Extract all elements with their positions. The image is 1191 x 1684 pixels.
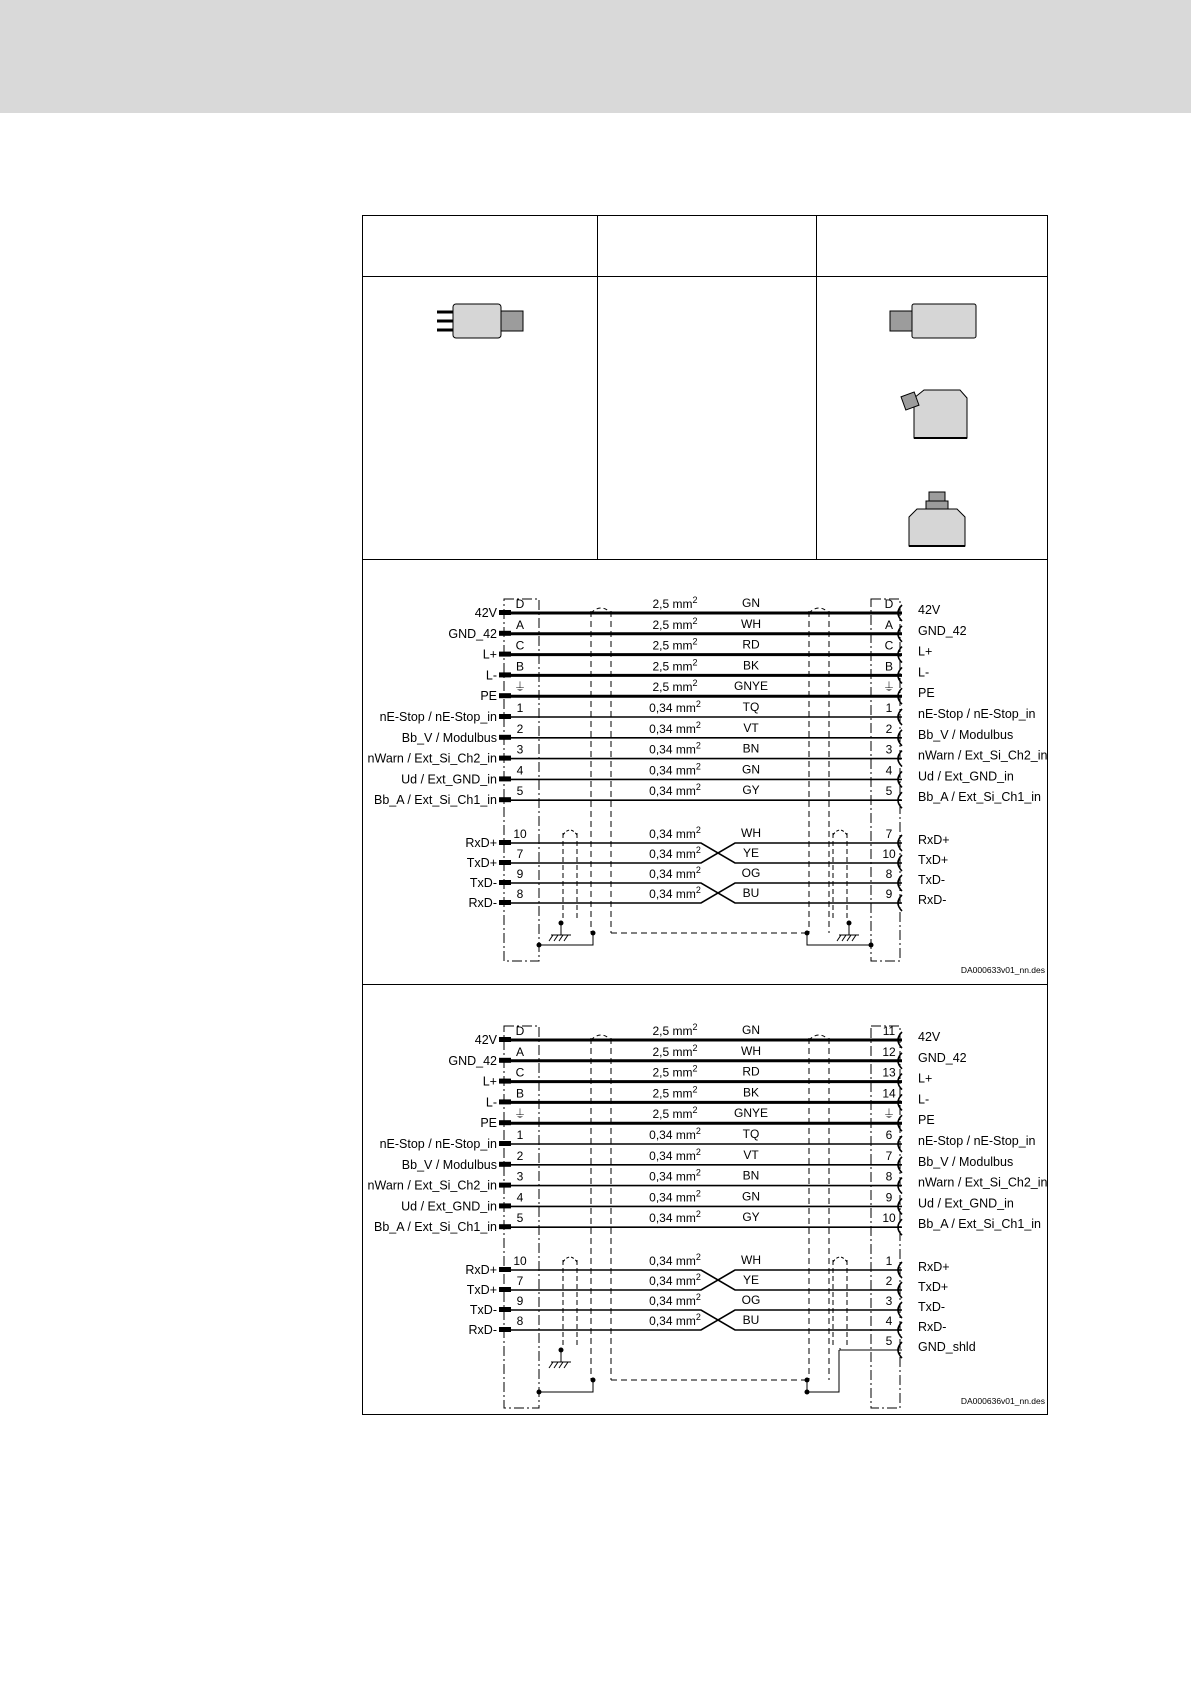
wire-cross-section: 0,34 $mm^2$ <box>649 1209 701 1226</box>
left-pin-label: 2 <box>516 1148 524 1163</box>
right-pin-label: A <box>884 617 894 632</box>
wire-cross-section: 2,5 $mm^2$ <box>652 1022 698 1038</box>
wire-color-code: BU <box>742 886 760 900</box>
superscript: 2 <box>692 1042 698 1053</box>
wire-color-code: GN <box>742 762 760 777</box>
wire-color-code: TQ <box>742 1127 760 1141</box>
wire-color-code: GN <box>742 1023 760 1037</box>
right-signal-label: RxD+ <box>918 1260 950 1274</box>
right-signal-label: GND_42 <box>918 623 967 638</box>
left-pin-label: 10 <box>513 1254 527 1268</box>
left-signal-label: L+ <box>482 647 497 662</box>
superscript: 2 <box>695 761 701 772</box>
ground-symbol-hatch <box>554 1362 558 1368</box>
right-signal-label: Bb_A / Ext_Si_Ch1_in <box>918 1217 1041 1232</box>
left-signal-label: 42V <box>474 606 497 620</box>
left-signal-label: TxD+ <box>466 1283 497 1297</box>
superscript: 2 <box>692 595 698 605</box>
superscript: 2 <box>695 865 701 875</box>
superscript: 2 <box>695 1312 701 1322</box>
superscript: 2 <box>695 1292 701 1302</box>
left-signal-label: TxD- <box>469 1303 497 1317</box>
right-pin-label: 5 <box>885 1334 893 1348</box>
wire-cross-section: 0,34 $mm^2$ <box>649 740 701 757</box>
wire-cross-section: 0,34 $mm^2$ <box>649 1252 701 1268</box>
left-signal-label: PE <box>480 689 497 704</box>
right-signal-label: nWarn / Ext_Si_Ch2_in <box>918 748 1048 763</box>
wire-color-code: GN <box>742 1189 760 1204</box>
right-pin-label: 7 <box>885 1148 893 1163</box>
left-pin-label: C <box>515 1065 525 1080</box>
right-signal-label: nWarn / Ext_Si_Ch2_in <box>918 1175 1048 1190</box>
superscript: 2 <box>695 1146 701 1157</box>
left-signal-label: L- <box>485 1095 497 1110</box>
right-pin-label: C <box>884 638 894 653</box>
right-pin-label: 6 <box>885 1128 893 1142</box>
right-pin-label: ⏚ <box>882 680 896 695</box>
right-connector-straight-icon <box>890 304 976 338</box>
right-signal-label: PE <box>918 1113 935 1128</box>
wire-color-code: TQ <box>742 700 760 714</box>
left-pin-label: A <box>515 1044 525 1059</box>
diagram-reference-id: DA000633v01_nn.des <box>960 965 1045 975</box>
wiring-diagram-1 <box>363 585 1049 983</box>
left-signal-label: RxD+ <box>465 1263 497 1277</box>
left-signal-label: RxD+ <box>465 836 497 850</box>
wire-color-code: BN <box>742 1168 760 1183</box>
wire-cross-section: 0,34 $mm^2$ <box>649 699 701 715</box>
superscript: 2 <box>692 1063 698 1074</box>
right-signal-label: L+ <box>918 644 933 659</box>
left-signal-label: RxD- <box>468 1323 497 1337</box>
right-connector-top-icon <box>909 492 965 546</box>
ground-symbol-hatch <box>842 935 846 941</box>
left-signal-label: nE-Stop / nE-Stop_in <box>379 1137 497 1151</box>
left-pin-label: 7 <box>516 1274 524 1288</box>
pair-shield-arc <box>833 830 847 835</box>
ground-symbol-hatch <box>852 935 856 941</box>
wire-color-code: GNYE <box>733 679 769 694</box>
left-pin-label: 2 <box>516 721 524 736</box>
superscript: 2 <box>695 1188 701 1199</box>
wire-color-code: YE <box>742 1273 760 1287</box>
ground-symbol-hatch <box>559 935 563 941</box>
left-pin-label: 1 <box>516 701 524 715</box>
left-signal-label: Ud / Ext_GND_in <box>401 772 497 787</box>
superscript: 2 <box>695 740 701 751</box>
wire-cross-section: 0,34 $mm^2$ <box>649 885 701 901</box>
left-signal-label: Ud / Ext_GND_in <box>401 1199 497 1214</box>
right-pin-label: 2 <box>885 1274 893 1288</box>
left-pin-label: 5 <box>516 784 524 799</box>
left-signal-label: 42V <box>474 1033 497 1047</box>
left-signal-label: L+ <box>482 1074 497 1089</box>
right-pin-label: 14 <box>882 1086 896 1101</box>
right-pin-label: ⏚ <box>882 1107 896 1122</box>
wire-color-code: BK <box>742 1085 760 1100</box>
wire-cross-section: 0,34 $mm^2$ <box>649 782 701 799</box>
wire-color-code: GNYE <box>733 1106 769 1121</box>
left-signal-label: PE <box>480 1116 497 1131</box>
wire-cross-section: 2,5 $mm^2$ <box>652 1063 698 1080</box>
left-connector-icon <box>437 304 523 338</box>
left-signal-label: Bb_V / Modulbus <box>401 730 497 745</box>
wire-cross-section: 0,34 $mm^2$ <box>649 1312 701 1328</box>
left-pin-label: 10 <box>513 827 527 841</box>
left-signal-label: GND_42 <box>448 626 497 641</box>
shield-drain-wire <box>807 1350 839 1392</box>
right-pin-label: 8 <box>885 1169 893 1184</box>
left-pin-label: 8 <box>516 887 524 901</box>
right-connector-angled-icon <box>901 390 967 438</box>
right-signal-label: GND_42 <box>918 1050 967 1065</box>
right-pin-label: B <box>884 659 894 674</box>
left-pin-label: A <box>515 617 525 632</box>
superscript: 2 <box>692 636 698 647</box>
wire-cross-section: 2,5 $mm^2$ <box>652 1042 698 1059</box>
right-signal-label: 42V <box>918 603 941 617</box>
superscript: 2 <box>692 678 698 689</box>
wire-color-code: WH <box>741 1043 761 1058</box>
right-signal-label: Bb_V / Modulbus <box>918 1154 1014 1169</box>
right-signal-label: Bb_V / Modulbus <box>918 727 1014 742</box>
right-signal-label: Bb_A / Ext_Si_Ch1_in <box>918 790 1041 805</box>
left-pin-label: 7 <box>516 847 524 861</box>
right-pin-label: 1 <box>885 1254 893 1268</box>
superscript: 2 <box>692 615 698 626</box>
superscript: 2 <box>692 657 698 668</box>
right-signal-label: TxD+ <box>918 1280 949 1294</box>
right-signal-label: L- <box>918 665 930 680</box>
superscript: 2 <box>692 1084 698 1095</box>
left-pin-label: ⏚ <box>513 1107 527 1122</box>
wire-color-code: VT <box>743 1147 759 1162</box>
right-pin-label: 8 <box>885 867 893 881</box>
left-pin-label: 3 <box>516 1169 524 1184</box>
wire-color-code: RD <box>742 637 760 652</box>
right-pin-label: 5 <box>885 784 893 799</box>
left-pin-label: C <box>515 638 525 653</box>
superscript: 2 <box>692 1022 698 1032</box>
wire-cross-section: 0,34 $mm^2$ <box>649 825 701 841</box>
left-pin-label: D <box>515 1024 525 1038</box>
left-pin-label: 4 <box>516 1190 524 1205</box>
left-signal-label: Bb_V / Modulbus <box>401 1157 497 1172</box>
right-pin-label: 10 <box>882 1211 896 1226</box>
left-pin-label: 4 <box>516 763 524 778</box>
right-pin-label: 2 <box>885 721 893 736</box>
superscript: 2 <box>695 885 701 895</box>
right-pin-label: 9 <box>885 887 893 901</box>
wire-cross-section: 2,5 $mm^2$ <box>652 636 698 653</box>
left-pin-label: 9 <box>516 1294 524 1308</box>
wire-color-code: RD <box>742 1064 760 1079</box>
connector-illustrations <box>363 276 1049 560</box>
wire-cross-section: 0,34 $mm^2$ <box>649 1272 701 1288</box>
superscript: 2 <box>695 825 701 835</box>
wire-cross-section: 0,34 $mm^2$ <box>649 761 701 778</box>
wire-color-code: WH <box>741 826 761 840</box>
right-pin-label: 9 <box>885 1190 893 1205</box>
wire-color-code: VT <box>743 720 759 735</box>
left-pin-label: 5 <box>516 1211 524 1226</box>
right-pin-label: 4 <box>885 763 893 778</box>
superscript: 2 <box>695 1126 701 1136</box>
right-pin-label: 11 <box>882 1024 896 1038</box>
shield-drain-wire <box>539 1380 593 1392</box>
right-pin-label: D <box>884 597 894 611</box>
right-signal-label: nE-Stop / nE-Stop_in <box>918 1134 1036 1148</box>
superscript: 2 <box>695 699 701 709</box>
wire-color-code: BN <box>742 741 760 756</box>
right-signal-label: TxD+ <box>918 853 949 867</box>
pair-shield-arc <box>833 1257 847 1262</box>
right-pin-label: 4 <box>885 1314 893 1328</box>
ground-symbol-hatch <box>564 935 568 941</box>
wire-cross-section: 2,5 $mm^2$ <box>652 1084 698 1101</box>
left-signal-label: GND_42 <box>448 1053 497 1068</box>
wire-cross-section: 0,34 $mm^2$ <box>649 1146 701 1163</box>
left-pin-label: B <box>515 659 525 674</box>
wire-cross-section: 2,5 $mm^2$ <box>652 595 698 611</box>
wire-color-code: GN <box>742 596 760 610</box>
right-pin-label: 12 <box>882 1044 896 1059</box>
right-signal-label: Ud / Ext_GND_in <box>918 769 1014 784</box>
left-pin-label: 1 <box>516 1128 524 1142</box>
right-pin-label: 7 <box>885 827 893 841</box>
superscript: 2 <box>695 782 701 793</box>
superscript: 2 <box>695 1167 701 1178</box>
wire-color-code: GY <box>742 783 760 798</box>
left-signal-label: TxD- <box>469 876 497 890</box>
right-signal-label: Ud / Ext_GND_in <box>918 1196 1014 1211</box>
right-pin-label: 13 <box>882 1065 896 1080</box>
wire-cross-section: 0,34 $mm^2$ <box>649 1188 701 1205</box>
cable-spec-table <box>362 215 1048 1415</box>
ground-symbol-hatch <box>549 1362 553 1368</box>
wire-cross-section: 0,34 $mm^2$ <box>649 1167 701 1184</box>
superscript: 2 <box>695 1252 701 1262</box>
superscript: 2 <box>692 1105 698 1116</box>
right-signal-label: RxD- <box>918 893 947 907</box>
right-pin-label: 3 <box>885 742 893 757</box>
left-signal-label: TxD+ <box>466 856 497 870</box>
wire-color-code: WH <box>741 1253 761 1267</box>
ground-symbol-hatch <box>564 1362 568 1368</box>
left-signal-label: nWarn / Ext_Si_Ch2_in <box>367 1178 497 1193</box>
diagram-reference-id: DA000636v01_nn.des <box>960 1396 1045 1406</box>
ground-symbol-hatch <box>847 935 851 941</box>
right-pin-label: 10 <box>882 847 896 861</box>
left-signal-label: Bb_A / Ext_Si_Ch1_in <box>374 1220 497 1235</box>
wire-cross-section: 0,34 $mm^2$ <box>649 1292 701 1308</box>
wire-color-code: OG <box>741 1293 761 1307</box>
wiring-diagram-2 <box>363 1012 1049 1414</box>
left-signal-label: RxD- <box>468 896 497 910</box>
superscript: 2 <box>695 1272 701 1282</box>
ground-symbol-hatch <box>549 935 553 941</box>
right-signal-label: 42V <box>918 1030 941 1044</box>
wire-cross-section: 0,34 $mm^2$ <box>649 1126 701 1142</box>
right-signal-label: RxD- <box>918 1320 947 1334</box>
left-pin-label: D <box>515 597 525 611</box>
left-pin-label: B <box>515 1086 525 1101</box>
wire-color-code: WH <box>741 616 761 631</box>
left-signal-label: nE-Stop / nE-Stop_in <box>379 710 497 724</box>
wire-cross-section: 0,34 $mm^2$ <box>649 865 701 881</box>
right-signal-label: L+ <box>918 1071 933 1086</box>
wire-color-code: GY <box>742 1210 760 1225</box>
right-signal-label: TxD- <box>918 873 946 887</box>
ground-symbol-hatch <box>554 935 558 941</box>
left-pin-label: 8 <box>516 1314 524 1328</box>
superscript: 2 <box>695 845 701 855</box>
table-divider <box>363 984 1047 985</box>
left-pin-label: ⏚ <box>513 680 527 695</box>
pair-shield-arc <box>563 1257 577 1262</box>
right-pin-label: 3 <box>885 1294 893 1308</box>
left-pin-label: 9 <box>516 867 524 881</box>
right-signal-label: L- <box>918 1092 930 1107</box>
left-pin-label: 3 <box>516 742 524 757</box>
wire-cross-section: 2,5 $mm^2$ <box>652 1105 698 1122</box>
right-signal-label: nE-Stop / nE-Stop_in <box>918 707 1036 721</box>
wire-cross-section: 0,34 $mm^2$ <box>649 845 701 861</box>
right-signal-label: PE <box>918 686 935 701</box>
left-signal-label: Bb_A / Ext_Si_Ch1_in <box>374 793 497 808</box>
wire-cross-section: 2,5 $mm^2$ <box>652 615 698 632</box>
wire-cross-section: 0,34 $mm^2$ <box>649 719 701 736</box>
ground-symbol-hatch <box>837 935 841 941</box>
left-signal-label: L- <box>485 668 497 683</box>
right-signal-label: TxD- <box>918 1300 946 1314</box>
pair-shield-arc <box>563 830 577 835</box>
superscript: 2 <box>695 719 701 730</box>
right-signal-label: RxD+ <box>918 833 950 847</box>
wire-color-code: BK <box>742 658 760 673</box>
superscript: 2 <box>695 1209 701 1220</box>
wire-cross-section: 2,5 $mm^2$ <box>652 657 698 674</box>
right-pin-label: 1 <box>885 701 893 715</box>
page-header-band <box>0 0 1191 113</box>
ground-symbol-hatch <box>559 1362 563 1368</box>
wire-color-code: YE <box>742 846 760 860</box>
left-signal-label: nWarn / Ext_Si_Ch2_in <box>367 751 497 766</box>
wire-color-code: OG <box>741 866 761 880</box>
right-signal-label: GND_shld <box>918 1340 976 1354</box>
wire-color-code: BU <box>742 1313 760 1327</box>
wire-cross-section: 2,5 $mm^2$ <box>652 678 698 695</box>
